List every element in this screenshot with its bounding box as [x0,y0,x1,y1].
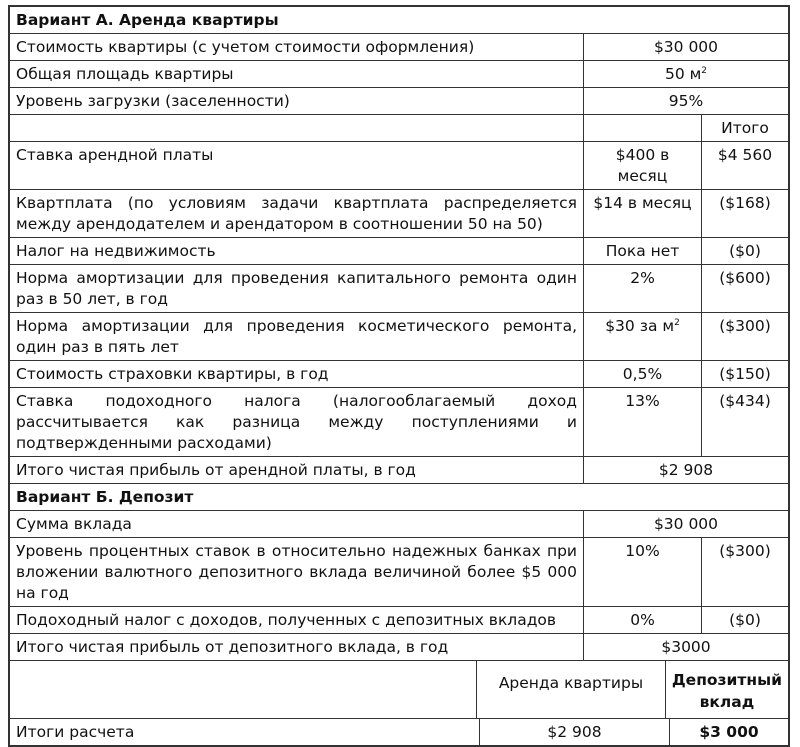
table-row [10,88,788,115]
row-rate: 2% [584,265,702,312]
row-total: ($0) [729,611,761,629]
row-rate: $400 в месяц [584,142,702,189]
row-total: ($168) [719,194,771,212]
row-total: $4 560 [717,146,773,164]
empty-cell [10,115,584,141]
row-label: Уровень загрузки (заселенности) [10,88,584,114]
row-value: 95% [668,92,704,110]
row-value: $30 000 [653,38,719,56]
empty-cell [584,115,702,141]
variant-a-title: Вариант А. Аренда квартиры [16,11,279,29]
row-label: Норма амортизации для проведения косметического ремонта, один раз в пять лет [10,313,584,360]
row-total: ($600) [719,269,771,287]
table-row [10,607,788,634]
table-row [10,190,788,238]
row-total: ($0) [729,242,761,260]
summary-deposit-header: Депозитный вклад [671,671,782,711]
rate-text: $30 за м [605,317,675,335]
row-label: Стоимость квартиры (с учетом стоимости оформления) [10,34,584,60]
summary-header-row [10,661,788,719]
superscript: 2 [674,318,680,328]
row-label: Общая площадь квартиры [10,61,584,87]
variant-a-header-row [10,7,788,34]
table-row [10,313,788,361]
table-row [10,361,788,388]
row-label: Ставка арендной платы [10,142,584,189]
row-label: Уровень процентных ставок в относительно надежных банках при вложении валютного депозитного вклада величиной более $5 000 на год [10,538,584,606]
summary-row [10,719,788,745]
row-rate: Пока нет [584,238,702,264]
superscript: 2 [701,66,708,76]
row-rate: $14 в месяц [584,190,702,237]
row-label: Итого чистая прибыль от арендной платы, в год [10,457,584,483]
summary-rent-value: $2 908 [480,719,670,745]
row-label: Стоимость страховки квартиры, в год [10,361,584,387]
row-value: $3000 [661,638,711,656]
row-label: Сумма вклада [10,511,584,537]
row-value: $30 000 [653,515,719,533]
row-rate: 0,5% [584,361,702,387]
row-label: Ставка подоходного налога (налогооблагаемый доход рассчитывается как разница между поступлениями и подтвержденными расходами) [10,388,584,456]
row-total: ($300) [719,317,771,335]
row-total: ($300) [719,542,771,560]
row-label: Норма амортизации для проведения капитального ремонта один раз в 50 лет, в год [10,265,584,312]
row-label: Квартплата (по условиям задачи квартплата распределяется между арендодателем и арендатором в соотношении 50 на 50) [10,190,584,237]
table-row [10,388,788,457]
row-total: ($150) [719,365,771,383]
total-header-row [10,115,788,142]
variant-b-net-profit-row [10,634,788,661]
empty-cell [10,661,477,718]
row-rate [584,313,702,360]
table-row [10,34,788,61]
summary-deposit-value: $3 000 [699,723,759,741]
table-row [10,238,788,265]
total-column-header: Итого [721,119,769,137]
summary-label: Итоги расчета [10,719,480,745]
table-row [10,142,788,190]
variant-b-title: Вариант Б. Депозит [16,488,194,506]
row-rate: 0% [584,607,702,633]
row-value [584,61,788,87]
table-row [10,511,788,538]
table-row [10,61,788,88]
row-label: Подоходный налог с доходов, полученных с депозитных вкладов [10,607,584,633]
value-text: 50 м [664,65,702,83]
row-label: Итого чистая прибыль от депозитного вклада, в год [10,634,584,660]
row-total: ($434) [719,392,771,410]
investment-comparison-table [8,5,790,747]
row-rate: 10% [584,538,702,606]
variant-a-net-profit-row [10,457,788,484]
row-label: Налог на недвижимость [10,238,584,264]
table-row [10,265,788,313]
row-value: $2 908 [658,461,714,479]
row-rate: 13% [584,388,702,456]
summary-rent-header: Аренда квартиры [477,661,666,718]
variant-b-header-row [10,484,788,511]
table-row [10,538,788,607]
